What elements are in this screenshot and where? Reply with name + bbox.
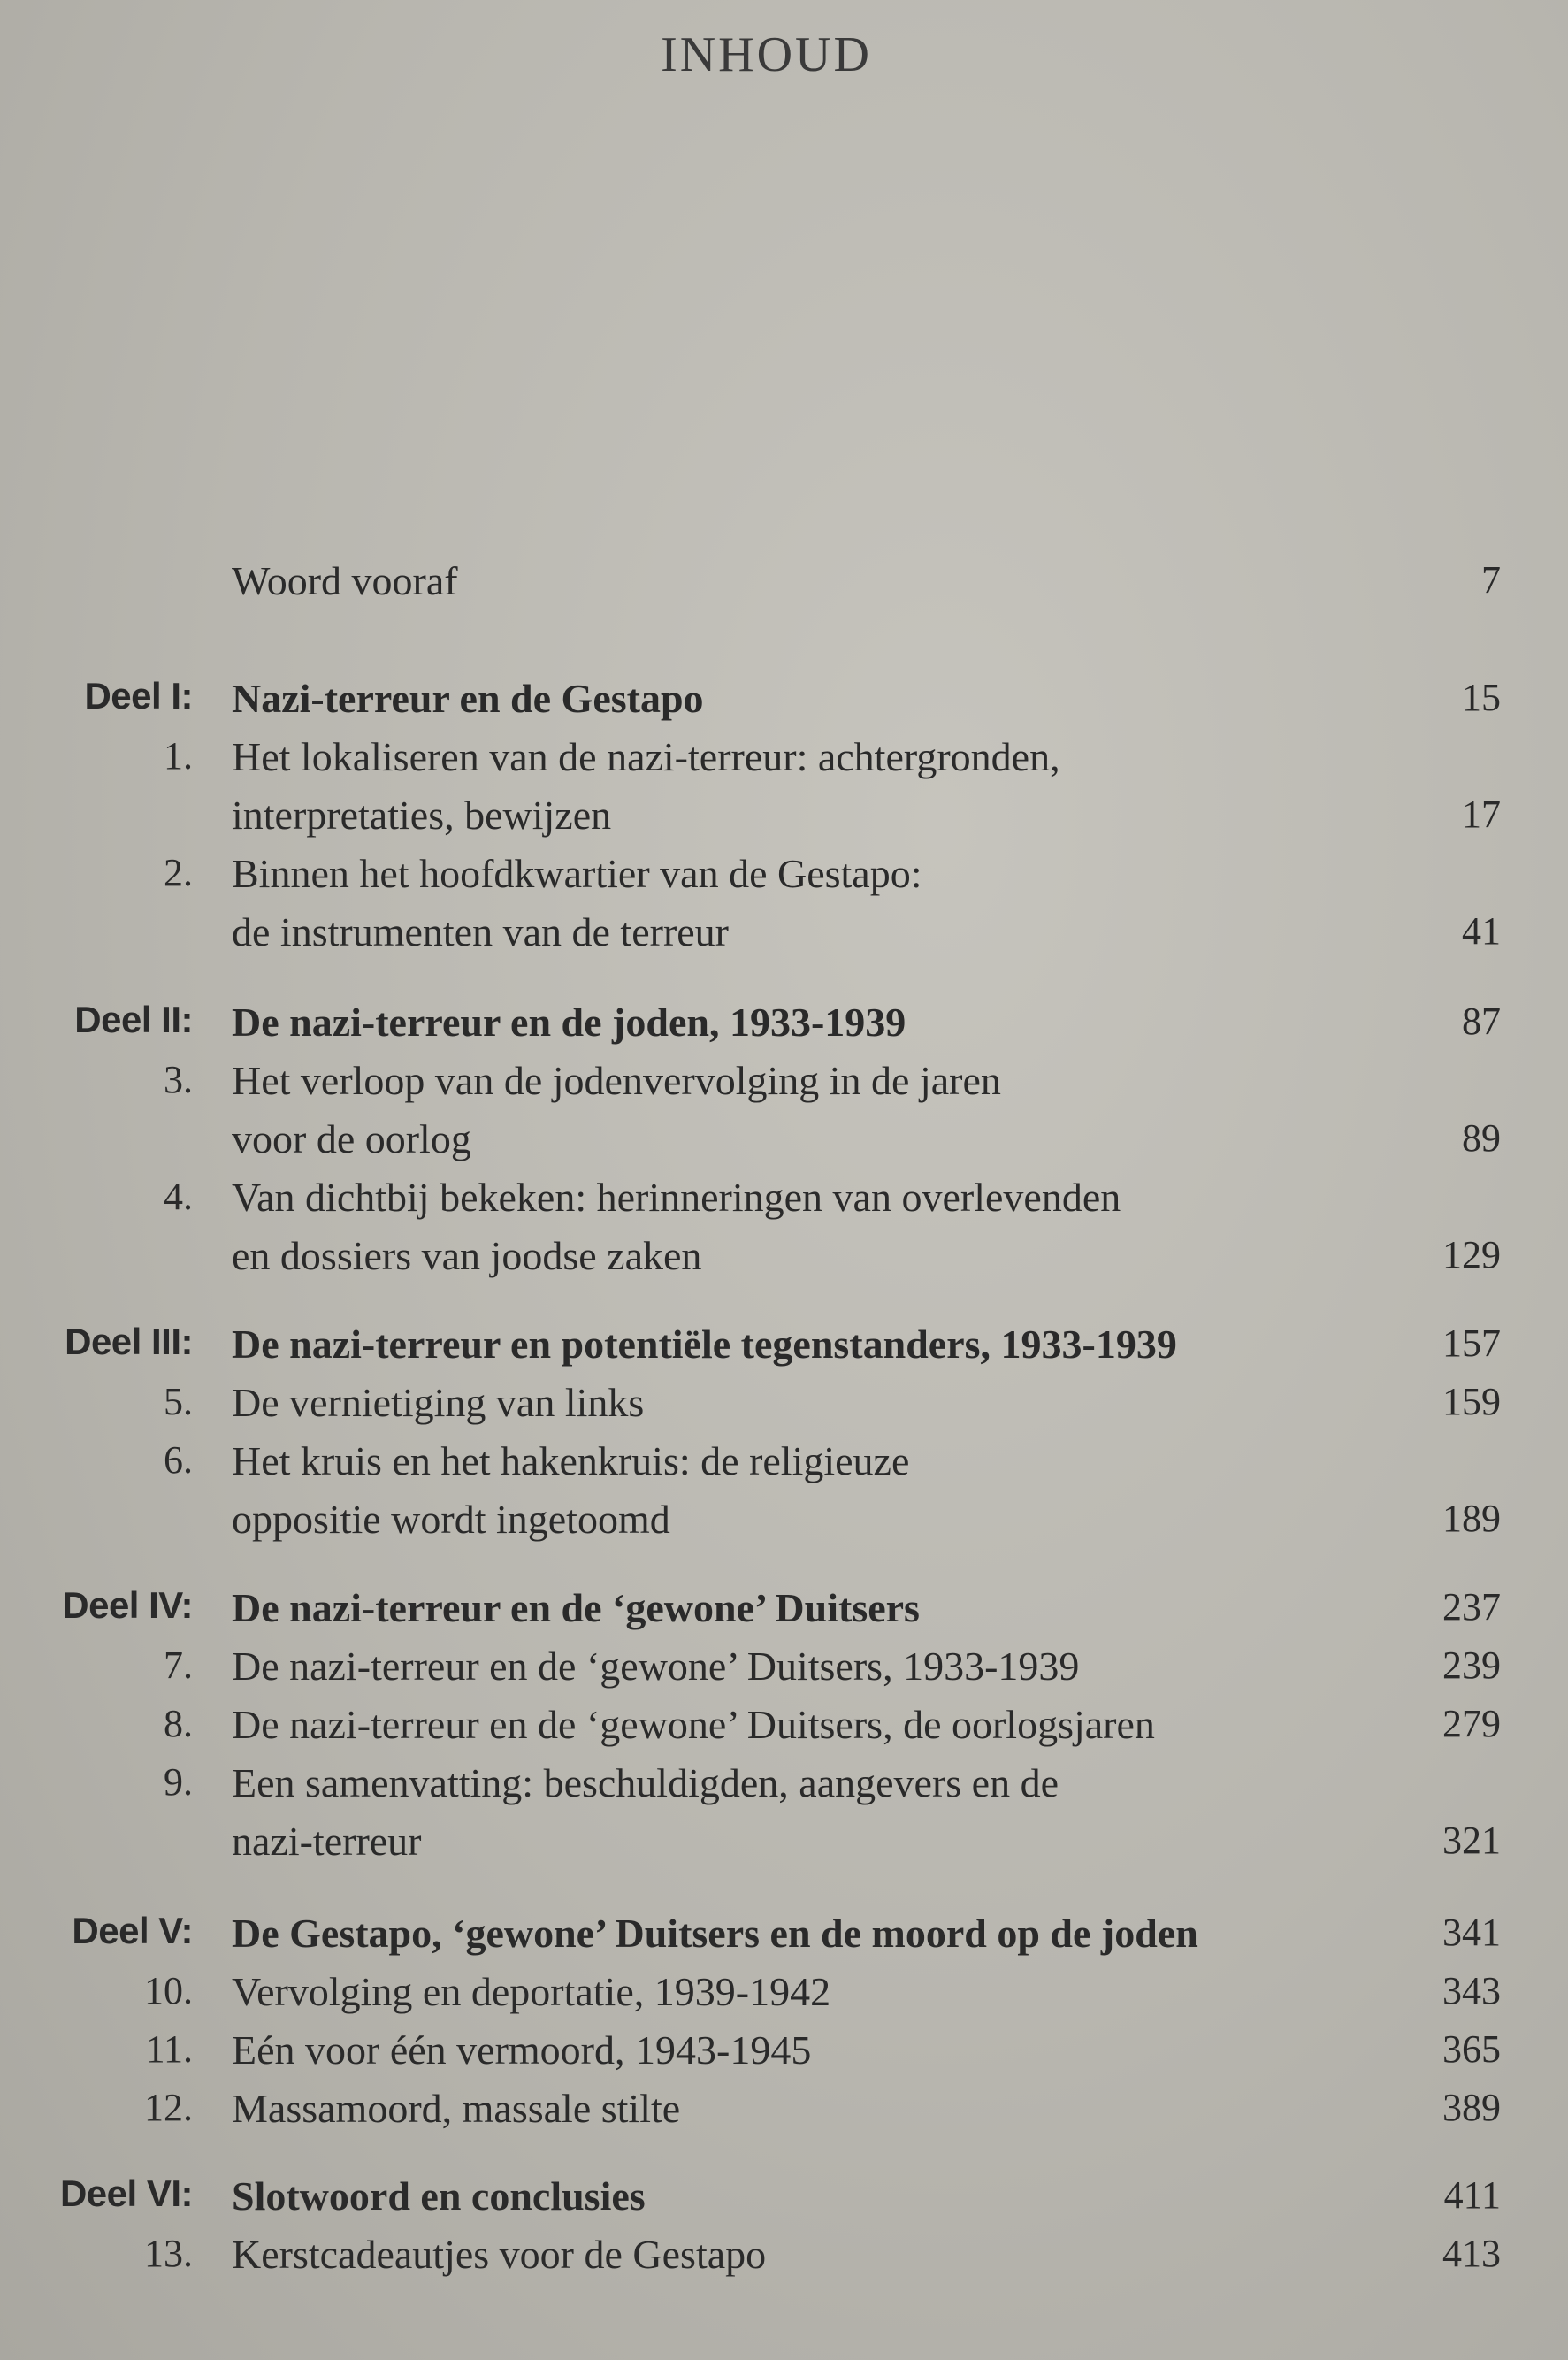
toc-chapter (0, 1057, 1568, 1115)
chapter-title-line: Eén voor één vermoord, 1943-1945 (232, 2027, 812, 2073)
chapter-title-line: Het verloop van de jodenvervolging in de jaren (232, 1058, 1001, 1103)
toc-part-heading (0, 999, 1568, 1057)
chapter-title-line: nazi-terreur (232, 1819, 422, 1864)
chapter-title-line: Binnen het hoofdkwartier van de Gestapo: (232, 851, 922, 896)
chapter-title-line: De vernietiging van links (232, 1380, 645, 1425)
chapter-title-line: De nazi-terreur en de ‘gewone’ Duitsers, de oorlogsjaren (232, 1702, 1155, 1747)
chapter-number: 9. (164, 1760, 193, 1804)
part-title: Slotwoord en conclusies (232, 2173, 646, 2218)
toc-chapter-continuation (0, 792, 1568, 850)
toc-chapter (0, 2027, 1568, 2085)
chapter-number: 8. (164, 1702, 193, 1745)
toc-chapter-continuation (0, 1818, 1568, 1876)
part-title: De nazi-terreur en potentiële tegenstanders, 1933-1939 (232, 1322, 1177, 1367)
table-of-contents (0, 544, 1568, 2331)
foreword-title: Woord vooraf (232, 558, 458, 603)
part-label: Deel VI: (59, 2172, 193, 2214)
toc-chapter (0, 1437, 1568, 1496)
chapter-title-line: oppositie wordt ingetoomd (232, 1497, 670, 1542)
part-title: De nazi-terreur en de ‘gewone’ Duitsers (232, 1585, 920, 1630)
chapter-title-line: Een samenvatting: beschuldigden, aangevers en de (232, 1760, 1059, 1805)
toc-chapter (0, 850, 1568, 908)
page-number: 17 (1462, 793, 1501, 836)
page-title: INHOUD (661, 27, 872, 82)
toc-part-heading (0, 1321, 1568, 1379)
page-number: 157 (1442, 1322, 1501, 1365)
chapter-number: 3. (164, 1058, 193, 1101)
page-number: 7 (1481, 558, 1501, 601)
page-number: 389 (1442, 2086, 1501, 2129)
chapter-title-line: en dossiers van joodse zaken (232, 1233, 702, 1278)
chapter-title-line: Vervolging en deportatie, 1939-1942 (232, 1969, 831, 2014)
page-number: 343 (1442, 1969, 1501, 2012)
page-number: 15 (1462, 676, 1501, 719)
toc-chapter (0, 1174, 1568, 1232)
toc-part-heading (0, 1584, 1568, 1643)
toc-part-heading (0, 675, 1568, 733)
page-number: 89 (1462, 1116, 1501, 1160)
page-number: 413 (1442, 2232, 1501, 2275)
chapter-number: 10. (144, 1969, 193, 2012)
part-label: Deel III: (65, 1321, 193, 1362)
toc-chapter (0, 1968, 1568, 2027)
part-label: Deel II: (74, 999, 193, 1040)
chapter-number: 2. (164, 851, 193, 894)
toc-part-heading (0, 1910, 1568, 1968)
chapter-number: 6. (164, 1438, 193, 1482)
toc-chapter-continuation (0, 1115, 1568, 1174)
page-number: 189 (1442, 1497, 1501, 1540)
page-number: 87 (1462, 1000, 1501, 1043)
chapter-number: 11. (145, 2027, 193, 2071)
chapter-title-line: voor de oorlog (232, 1116, 471, 1161)
toc-chapter-continuation (0, 908, 1568, 967)
toc-chapter-continuation (0, 1232, 1568, 1291)
toc-foreword (0, 557, 1568, 616)
chapter-title-line: de instrumenten van de terreur (232, 909, 729, 954)
page-number: 159 (1442, 1380, 1501, 1423)
toc-chapter (0, 2085, 1568, 2143)
page-number: 411 (1443, 2173, 1501, 2217)
part-title: De Gestapo, ‘gewone’ Duitsers en de moord op de joden (232, 1911, 1198, 1956)
chapter-title-line: Massamoord, massale stilte (232, 2086, 681, 2131)
chapter-number: 4. (164, 1175, 193, 1218)
chapter-number: 5. (164, 1380, 193, 1423)
chapter-title-line: Kerstcadeautjes voor de Gestapo (232, 2232, 767, 2277)
page-number: 41 (1462, 909, 1501, 953)
chapter-title-line: Het lokaliseren van de nazi-terreur: achtergronden, (232, 734, 1060, 779)
chapter-title-line: Het kruis en het hakenkruis: de religieuze (232, 1438, 910, 1483)
page-number: 239 (1442, 1644, 1501, 1687)
part-title: Nazi-terreur en de Gestapo (232, 676, 704, 721)
page-number: 237 (1442, 1585, 1501, 1628)
chapter-number: 13. (144, 2232, 193, 2275)
chapter-number: 12. (144, 2086, 193, 2129)
part-label: Deel IV: (62, 1584, 193, 1626)
toc-chapter-continuation (0, 1496, 1568, 1554)
toc-chapter (0, 2231, 1568, 2289)
toc-chapter (0, 1759, 1568, 1818)
chapter-number: 7. (164, 1644, 193, 1687)
chapter-title-line: De nazi-terreur en de ‘gewone’ Duitsers, 1933-1939 (232, 1644, 1080, 1689)
toc-chapter (0, 1643, 1568, 1701)
part-label: Deel V: (72, 1910, 193, 1951)
chapter-number: 1. (164, 734, 193, 778)
page-number: 341 (1442, 1911, 1501, 1954)
toc-chapter (0, 1701, 1568, 1759)
part-title: De nazi-terreur en de joden, 1933-1939 (232, 1000, 906, 1045)
chapter-title-line: interpretaties, bewijzen (232, 793, 612, 838)
page-number: 365 (1442, 2027, 1501, 2071)
part-label: Deel I: (84, 675, 193, 716)
toc-part-heading (0, 2172, 1568, 2231)
toc-chapter (0, 1379, 1568, 1437)
page-number: 279 (1442, 1702, 1501, 1745)
page-number: 321 (1442, 1819, 1501, 1862)
chapter-title-line: Van dichtbij bekeken: herinneringen van overlevenden (232, 1175, 1121, 1220)
toc-chapter (0, 733, 1568, 792)
page-number: 129 (1442, 1233, 1501, 1276)
